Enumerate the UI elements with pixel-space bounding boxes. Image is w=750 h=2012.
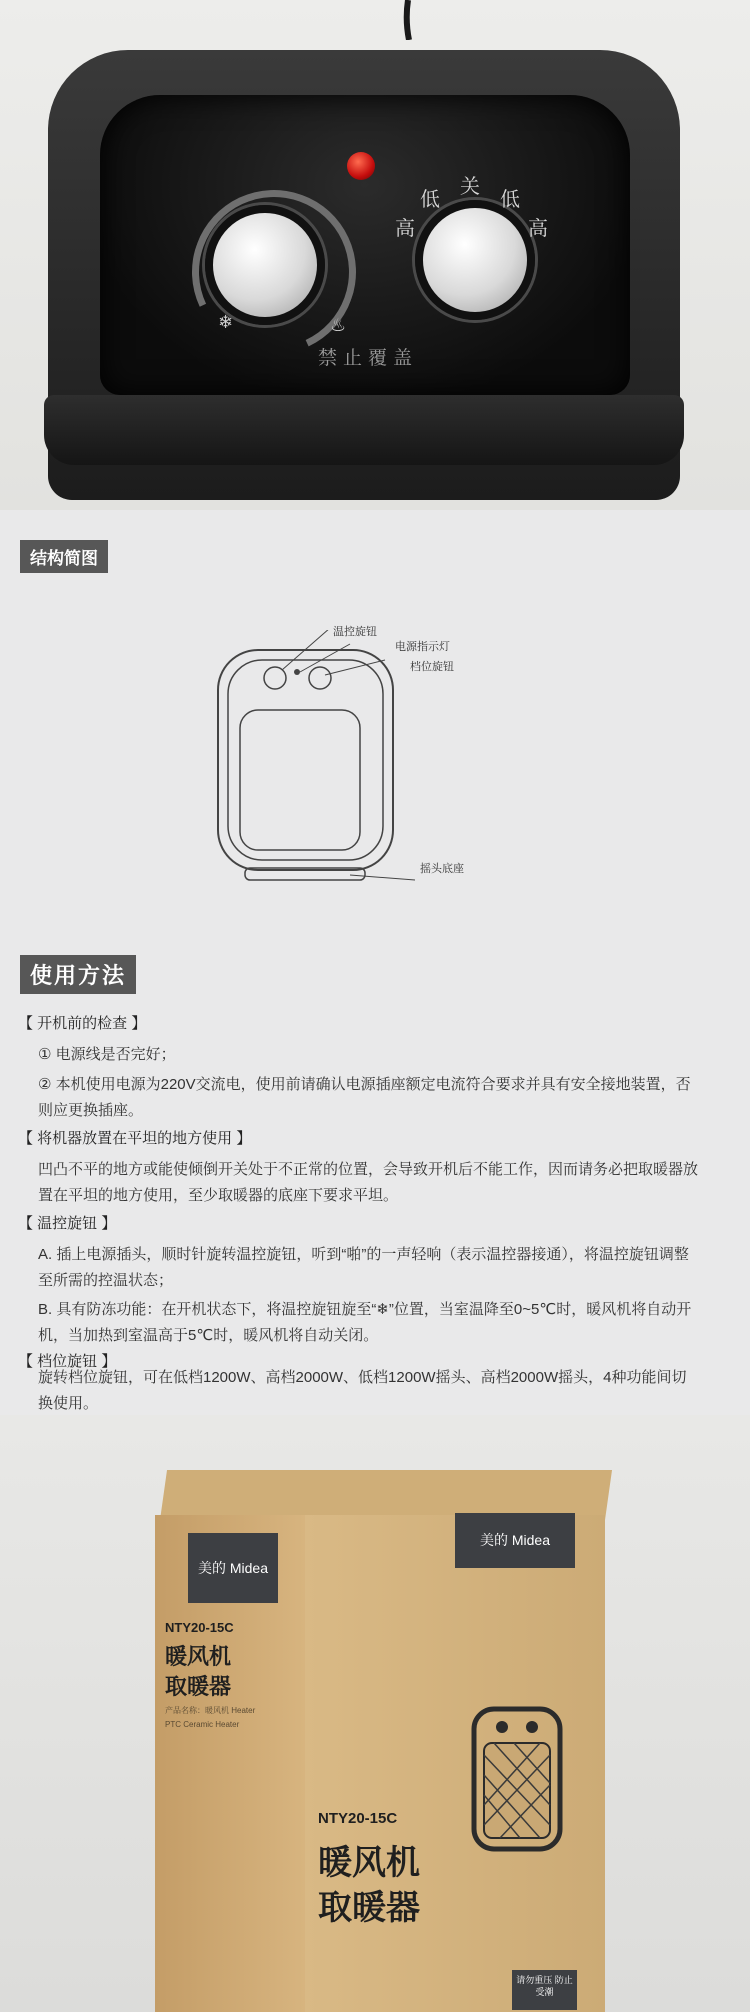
power-cord: [395, 0, 421, 40]
thermostat-knob[interactable]: [205, 205, 325, 325]
product-name-left: 暖风机: [165, 1644, 232, 1669]
section-heading: 【 档位旋钮 】: [18, 1353, 117, 1370]
callout-thermostat: 温控旋钮: [333, 626, 377, 638]
section-text: 旋转档位旋钮，可在低档1200W、高档2000W、低档1200W摇头、高档2000W摇头，4种功能间切换使用。: [38, 1369, 687, 1412]
box-photo: [0, 1415, 750, 2012]
flame-icon: ♨: [330, 315, 347, 335]
section-text: 凹凸不平的地方或能使倾倒开关处于不正常的位置，会导致开机后不能工作，因而请务必把取暖器放置在平坦的地方使用，至少取暖器的底座下要求平坦。: [38, 1161, 699, 1204]
usage-title: 使用方法: [20, 955, 136, 994]
section-heading: 【 温控旋钮 】: [18, 1215, 117, 1232]
label-off: 关: [460, 176, 480, 198]
product-illustration: [470, 1705, 565, 1855]
section-heading: 【 将机器放置在平坦的地方使用 】: [18, 1130, 252, 1147]
brand-tag-right: 美的 Midea: [455, 1513, 575, 1568]
brand-tag-left: 美的 Midea: [188, 1533, 278, 1603]
callout-gear: 档位旋钮: [410, 661, 454, 673]
product-name-right: 暖风机: [318, 1844, 420, 1882]
heater-base: [44, 395, 684, 465]
label-low-right: 低: [500, 189, 520, 211]
callout-power-light: 电源指示灯: [395, 641, 450, 653]
spec-line: PTC Ceramic Heater: [165, 1720, 240, 1729]
mode-knob[interactable]: [415, 200, 535, 320]
section-text: A. 插上电源插头，顺时针旋转温控旋钮，听到“啪”的一声轻响（表示温控器接通），将温控旋钮调整至所需的控温状态；: [38, 1246, 689, 1289]
label-low-left: 低: [420, 189, 440, 211]
label-high-right: 高: [528, 218, 548, 240]
handling-label: 请勿重压 防止受潮: [512, 1970, 577, 2010]
power-indicator-light: [347, 152, 375, 180]
model-number-left: NTY20-15C: [165, 1620, 234, 1635]
heater-photo: [0, 0, 750, 510]
section-heading: 【 开机前的检查 】: [18, 1015, 147, 1032]
callout-base: 摇头底座: [420, 863, 464, 875]
product-subname-right: 取暖器: [318, 1889, 420, 1927]
section-text: ① 电源线是否完好；: [38, 1046, 176, 1063]
section-text: B. 具有防冻功能：在开机状态下，将温控旋钮旋至“❄”位置，当室温降至0~5℃时，暖风机将自动开机，当加热到室温高于5℃时，暖风机将自动关闭。: [38, 1301, 692, 1344]
section-text: ② 本机使用电源为220V交流电，使用前请确认电源插座额定电流符合要求并具有安全接地装置，否则应更换插座。: [38, 1076, 691, 1119]
label-high-left: 高: [395, 218, 415, 240]
model-number-right: NTY20-15C: [318, 1810, 398, 1827]
spec-line: 产品名称：暖风机 Heater: [165, 1706, 256, 1715]
snowflake-icon: ❄: [218, 312, 234, 332]
manual-page: [0, 510, 750, 1415]
structure-title: 结构简图: [20, 540, 108, 573]
no-cover-warning: 禁止覆盖: [318, 348, 419, 369]
product-subname-left: 取暖器: [165, 1674, 232, 1699]
